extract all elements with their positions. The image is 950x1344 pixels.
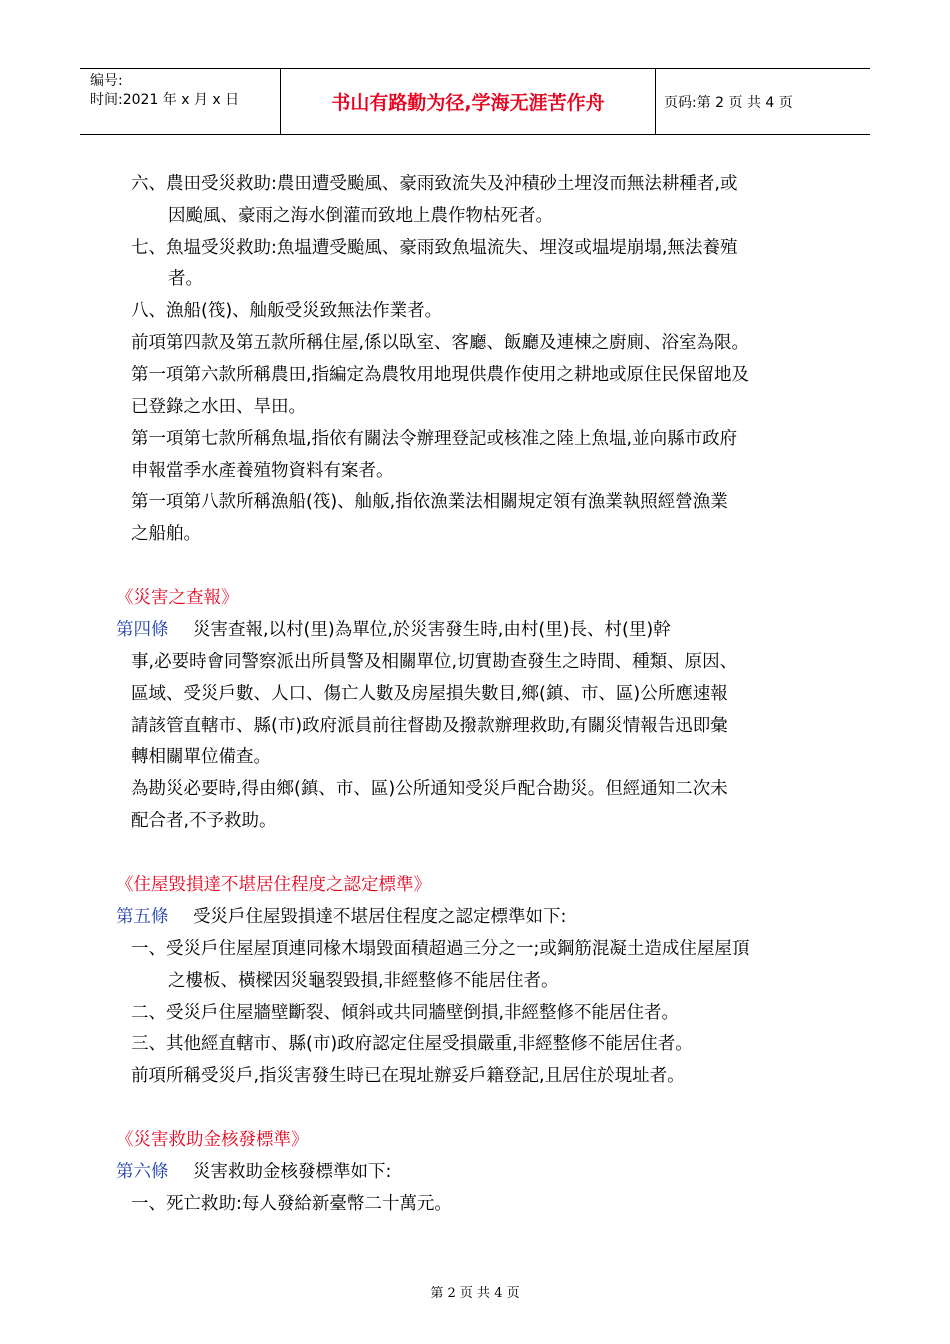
item-7-line-2: 者。: [168, 269, 203, 289]
paragraph-fishing-boat-line-2: 之船舶。: [131, 524, 201, 544]
article-4-line-5: 轉相關單位備查。: [131, 747, 271, 767]
article-4-line-2: 事,必要時會同警察派出所員警及相關單位,切實勘查發生之時間、種類、原因、: [131, 652, 738, 672]
paragraph-farmland-line-2: 已登錄之水田、旱田。: [131, 397, 306, 417]
article-5-item-3: 三、其他經直轄市、縣(市)政府認定住屋受損嚴重,非經整修不能居住者。: [131, 1034, 693, 1054]
item-6-line-1: 六、農田受災救助:農田遭受颱風、豪雨致流失及沖積砂土埋沒而無法耕種者,或: [131, 174, 738, 194]
article-4-line-3: 區域、受災戶數、人口、傷亡人數及房屋損失數目,鄉(鎮、市、區)公所應速報: [131, 684, 728, 704]
page-header: [80, 68, 870, 135]
article-5-item-1-line-2: 之樓板、橫樑因災龜裂毀損,非經整修不能居住者。: [168, 971, 559, 991]
section-title-disaster-report: 《災害之查報》: [116, 588, 239, 608]
article-5-line-1: 受災戶住屋毀損達不堪居住程度之認定標準如下:: [193, 907, 567, 927]
header-page-label: 页码:第 2 页 共 4 页: [664, 94, 793, 111]
paragraph-fishing-boat-line-1: 第一項第八款所稱漁船(筏)、舢舨,指依漁業法相關規定領有漁業執照經營漁業: [131, 492, 728, 512]
section-title-housing-standard: 《住屋毀損達不堪居住程度之認定標準》: [116, 875, 431, 895]
item-7-line-1: 七、魚塭受災救助:魚塭遭受颱風、豪雨致魚塭流失、埋沒或塭堤崩塌,無法養殖: [131, 238, 738, 258]
paragraph-fishpond-line-2: 申報當季水產養殖物資料有案者。: [131, 461, 394, 481]
header-meta: [80, 69, 280, 134]
article-5-item-2: 二、受災戶住屋牆壁斷裂、傾斜或共同牆壁倒損,非經整修不能居住者。: [131, 1003, 680, 1023]
article-5-item-1-line-1: 一、受災戶住屋屋頂連同椽木塌毀面積超過三分之一;或鋼筋混凝土造成住屋屋頂: [131, 939, 750, 959]
paragraph-fishpond-line-1: 第一項第七款所稱魚塭,指依有關法令辦理登記或核准之陸上魚塭,並向縣市政府: [131, 429, 738, 449]
header-motto: 书山有路勤为径,学海无涯苦作舟: [280, 69, 656, 134]
article-6-item-1: 一、死亡救助:每人發給新臺幣二十萬元。: [131, 1194, 452, 1214]
article-6-label: 第六條: [116, 1162, 169, 1182]
article-4-line-4: 請該管直轄市、縣(市)政府派員前往督勘及撥款辦理救助,有關災情報告迅即彙: [131, 716, 728, 736]
article-4-para-2-line-2: 配合者,不予救助。: [131, 811, 277, 831]
header-time-label: 时间:2021 年 x 月 x 日: [90, 92, 240, 108]
section-title-relief-standard: 《災害救助金核發標準》: [116, 1130, 309, 1150]
article-6-line-1: 災害救助金核發標準如下:: [193, 1162, 392, 1182]
paragraph-housing: 前項第四款及第五款所稱住屋,係以臥室、客廳、飯廳及連棟之廚廁、浴室為限。: [131, 333, 750, 353]
page-footer: 第 2 页 共 4 页: [430, 1286, 520, 1301]
article-5-label: 第五條: [116, 907, 169, 927]
item-6-line-2: 因颱風、豪雨之海水倒灌而致地上農作物枯死者。: [168, 206, 553, 226]
article-5-para-2: 前項所稱受災戶,指災害發生時已在現址辦妥戶籍登記,且居住於現址者。: [131, 1066, 685, 1086]
item-8: 八、漁船(筏)、舢舨受災致無法作業者。: [131, 301, 443, 321]
header-number-label: 编号:: [90, 73, 123, 89]
paragraph-farmland-line-1: 第一項第六款所稱農田,指編定為農牧用地現供農作使用之耕地或原住民保留地及: [131, 365, 750, 385]
article-4-label: 第四條: [116, 620, 169, 640]
article-4-line-1: 災害查報,以村(里)為單位,於災害發生時,由村(里)長、村(里)幹: [193, 620, 671, 640]
article-4-para-2-line-1: 為勘災必要時,得由鄉(鎮、市、區)公所通知受災戶配合勘災。但經通知二次未: [131, 779, 728, 799]
